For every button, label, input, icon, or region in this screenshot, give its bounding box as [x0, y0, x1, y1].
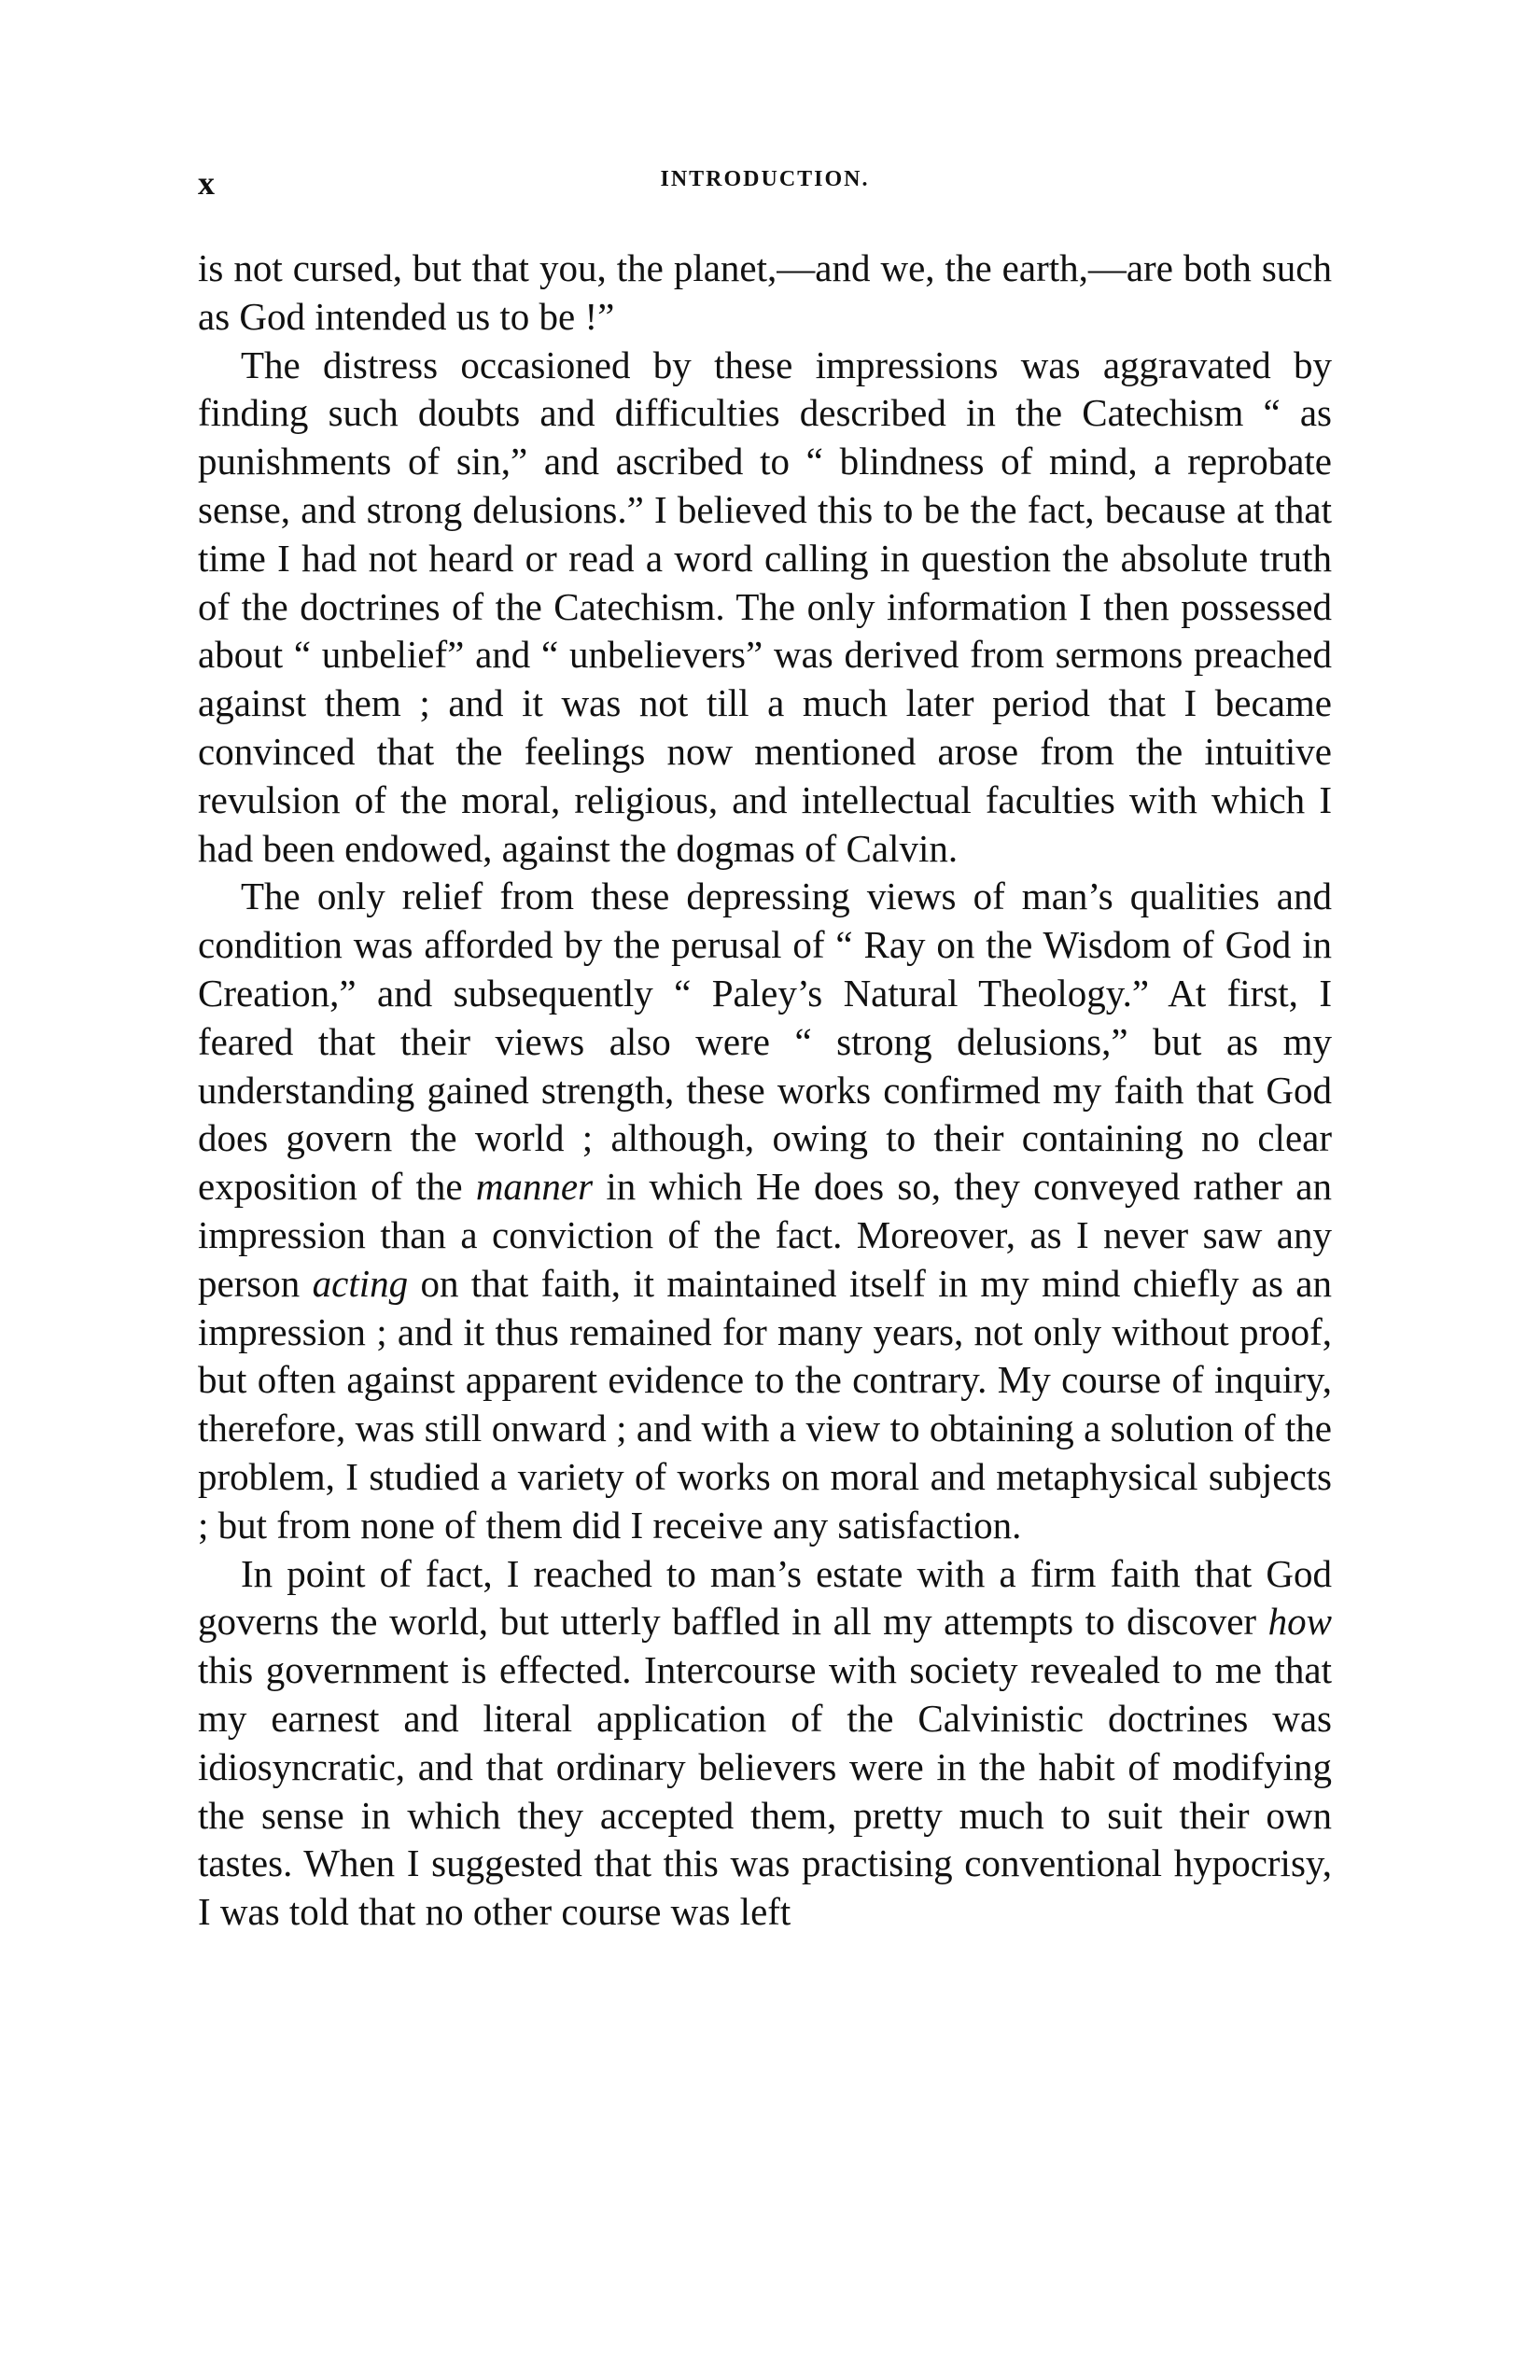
paragraph: [198, 1550, 1332, 1937]
paragraph: [198, 873, 1332, 1549]
italic-text: how: [1267, 1600, 1332, 1644]
text-run: In point of fact, I reached to man’s estate with a firm faith that God governs the world, but utterly baffled in all my attempts to discover: [198, 1551, 1332, 1644]
italic-text: manner: [475, 1165, 594, 1209]
text-run: this government is effected. Intercourse with society revealed to me that my earnest and literal application of the Calvinistic doctrines was idiosyncratic, and that ordinary believers were in the habit of modifying the sense in which they accepted them, pretty much to suit their own tastes. When I suggested that this was practising conventional hypocrisy, I was told that no other course was left: [198, 1648, 1332, 1934]
section-title: INTRODUCTION.: [660, 167, 870, 191]
text-run: in which He does so, they conveyed rather an impression than a conviction of the fact. Moreover, as I never saw any person: [198, 1165, 1332, 1305]
body-text: [198, 245, 1332, 1937]
paragraph: [198, 245, 1332, 342]
text-run: The only relief from these depressing views of man’s qualities and condition was afforded by the perusal of “ Ray on the Wisdom of God in Creation,” and subsequently “ Paley’s Natural Theology.” At first, I feared that their views also were “ strong delusions,” but as my understanding gained strength, these works confirmed my faith that God does govern the world ; although, owing to their containing no clear exposition of the: [198, 875, 1332, 1209]
page-number: x: [198, 164, 216, 202]
running-head: [198, 163, 1332, 206]
italic-text: acting: [312, 1261, 409, 1305]
paragraph: [198, 342, 1332, 874]
text-run: is not cursed, but that you, the planet,—and we, the earth,—are both such as God intended us to be !”: [198, 246, 1332, 338]
text-run: on that faith, it maintained itself in my mind chiefly as an impression ; and it thus remained for many years, not only without proof, but often against apparent evidence to the contrary. My course of inquiry, therefore, was still onward ; and with a view to obtaining a solution of the problem, I studied a variety of works on moral and metaphysical subjects ; but from none of them did I receive any satisfaction.: [198, 1261, 1333, 1547]
text-run: The distress occasioned by these impressions was aggravated by finding such doubts and difficulties described in the Catechism “ as punishments of sin,” and ascribed to “ blindness of mind, a reprobate sense, and strong delusions.” I believed this to be the fact, because at that time I had not heard or read a word calling in question the absolute truth of the doctrines of the Catechism. The only information I then possessed about “ unbelief” and “ unbelievers” was derived from sermons preached against them ; and it was not till a much later period that I became convinced that the feelings now mentioned arose from the intuitive revulsion of the moral, religious, and intellectual faculties with which I had been endowed, against the dogmas of Calvin.: [198, 343, 1332, 870]
